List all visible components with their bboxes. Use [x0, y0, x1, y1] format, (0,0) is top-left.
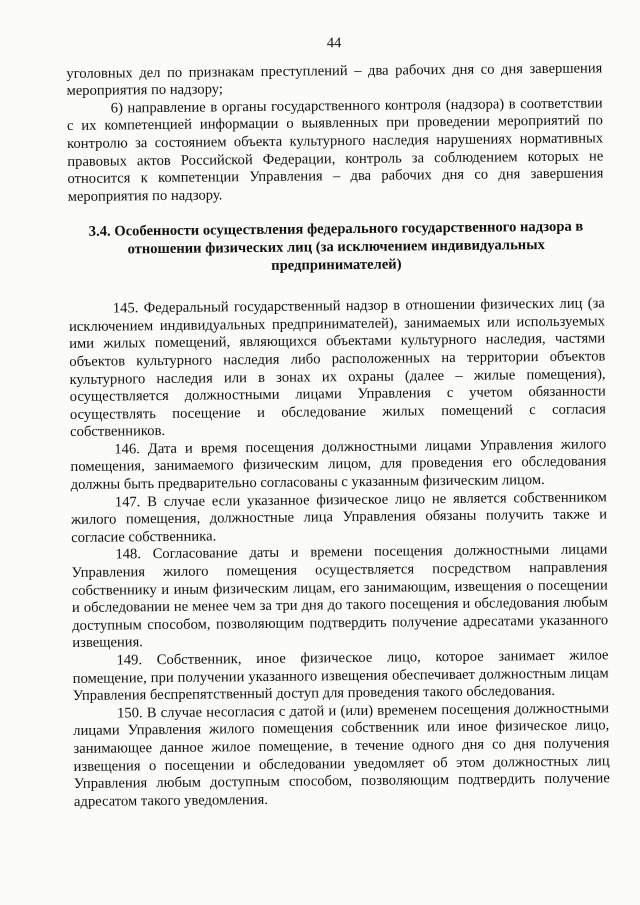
paragraph-148: 148. Согласование даты и времени посещения должностными лицами Управления жилого помещения осуществляется посредством направления собственнику и иным физическим лицам, его занимающим, извещения о посещении и обследовании не менее чем за три дня до такого посещения и обследования любым доступным способом, позволяющим подтвердить получение адресатами указанного извещения.: [71, 541, 609, 652]
paragraph-145: 145. Федеральный государственный надзор в отношении физических лиц (за исключением индивидуальных предпринимателей), занимаемых или используемых ими жилых помещений, являющихся объектами культурного наследия, частями объектов культурного наследия либо расположенных на территории объектов культурного наследия или в зонах их охраны (далее – жилые помещения), осуществляется должностными лицами Управления с учетом обязанности осуществлять посещение и обследование жилых помещений с согласия собственников.: [68, 295, 606, 441]
paragraph-147: 147. В случае если указанное физическое лицо не является собственником жилого помещения, должностные лица Управления обязаны получить также и согласие собственника.: [70, 489, 608, 546]
section-heading: 3.4. Особенности осуществления федерального государственного надзора в отношении физических лиц (за исключением индивидуальных предпринимателей): [88, 218, 584, 274]
paragraph-item-6: 6) направление в органы государственного контроля (надзора) в соответствии с их компетенцией информации о выявленных при проведении мероприятий по контролю за состоянием объекта культурного наследия нарушениях нормативных правовых актов Российской Федерации, контроль за соблюдением которых не относится к компетенции Управления – два рабочих дня со дня завершения мероприятия по надзору.: [66, 95, 604, 205]
paragraph-149: 149. Собственник, иное физическое лицо, которое занимает жилое помещение, при получении указанного извещения обеспечивает должностным лицам Управления беспрепятственный доступ для проведения такого обследования.: [72, 647, 609, 705]
page-content: [66, 32, 610, 811]
page-number: 44: [326, 35, 342, 52]
paragraph-150: 150. В случае несогласия с датой и (или) временем посещения должностными лицами Управления жилого помещения собственник или иное физическое лицо, занимающее данное жилое помещение, в течение одного дня со дня получения извещения о посещении и обследовании уведомляет об этом должностных лиц Управления любым доступным способом, позволяющим подтвердить получение адресатом такого уведомления.: [73, 700, 610, 810]
paragraph-146: 146. Дата и время посещения должностными лицами Управления жилого помещения, занимаемого физическим лицом, для проведения его обследования должны быть предварительно согласованы с указанным физическим лицом.: [70, 436, 607, 494]
paragraph-continuation: уголовных дел по признакам преступлений – два рабочих дня со дня завершения мероприятия по надзору;: [66, 59, 603, 100]
